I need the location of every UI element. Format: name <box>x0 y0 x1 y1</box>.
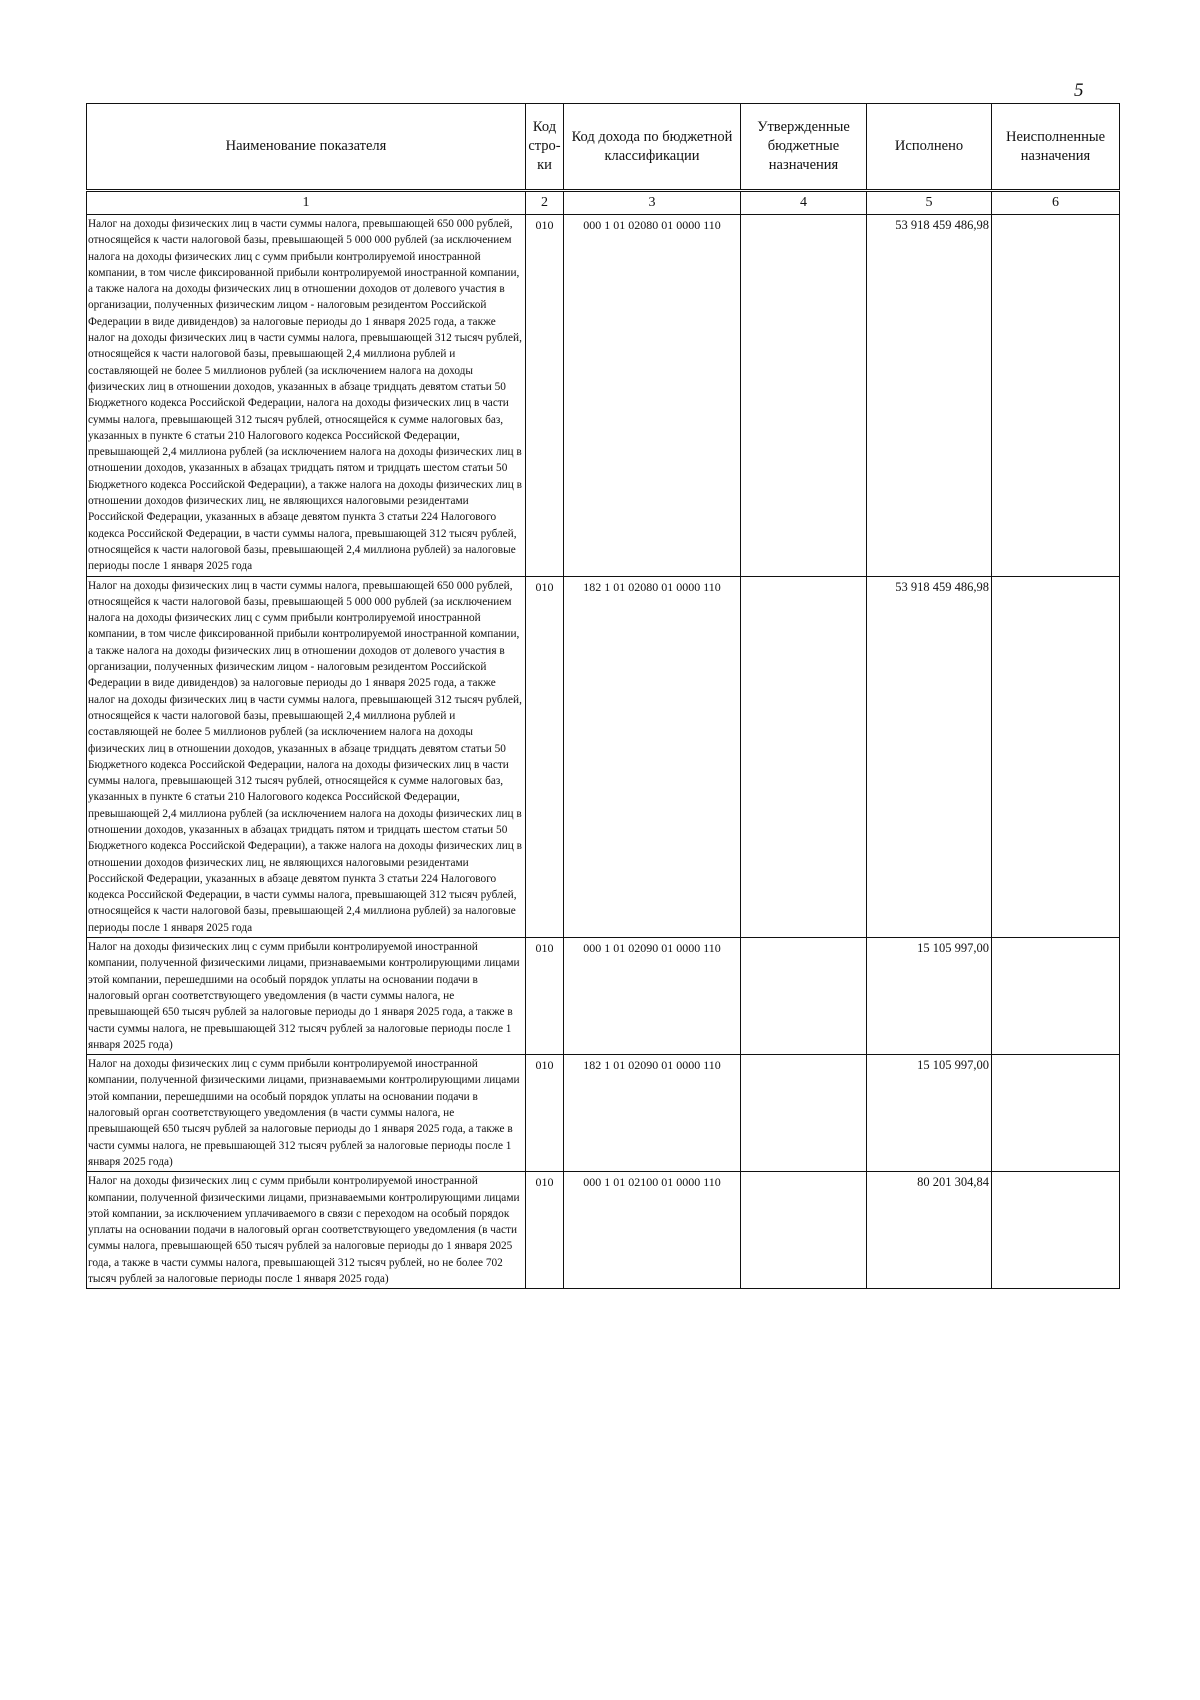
approved-amount <box>741 215 867 577</box>
header-approved: Утвержденные бюджетные назначения <box>741 104 867 191</box>
line-code: 010 <box>526 1055 564 1172</box>
unexecuted-amount <box>992 1172 1120 1289</box>
column-number: 5 <box>867 191 992 215</box>
line-code: 010 <box>526 1172 564 1289</box>
unexecuted-amount <box>992 215 1120 577</box>
executed-amount: 53 918 459 486,98 <box>867 215 992 577</box>
income-code: 000 1 01 02100 01 0000 110 <box>564 1172 741 1289</box>
indicator-name: Налог на доходы физических лиц с сумм прибыли контролируемой иностранной компании, полученной физическими лицами, признаваемыми контролирующими лицами этой компании, перешедшими на особый порядок уплаты на основании подачи в налоговый орган соответствующего уведомления (в части суммы налога, не превышающей 650 тысяч рублей за налоговые периоды до 1 января 2025 года, а также в части суммы налога, не превышающей 312 тысяч рублей за налоговые периоды после 1 января 2025 года) <box>87 938 526 1055</box>
line-code: 010 <box>526 938 564 1055</box>
unexecuted-amount <box>992 938 1120 1055</box>
column-number: 2 <box>526 191 564 215</box>
table-header-row <box>87 104 1120 191</box>
table-row <box>87 938 1120 1055</box>
income-code: 182 1 01 02080 01 0000 110 <box>564 576 741 938</box>
indicator-name: Налог на доходы физических лиц с сумм прибыли контролируемой иностранной компании, полученной физическими лицами, признаваемыми контролирующими лицами этой компании, за исключением уплачиваемого в связи с переходом на особый порядок уплаты на основании подачи в налоговый орган соответствующего уведомления (в части суммы налога, превышающей 650 тысяч рублей за налоговые периоды до 1 января 2025 года, а также в части суммы налога, превышающей 312 тысяч рублей, но не более 702 тысяч рублей за налоговые периоды после 1 января 2025 года) <box>87 1172 526 1289</box>
column-number-row <box>87 191 1120 215</box>
income-code: 182 1 01 02090 01 0000 110 <box>564 1055 741 1172</box>
income-code: 000 1 01 02080 01 0000 110 <box>564 215 741 577</box>
executed-amount: 80 201 304,84 <box>867 1172 992 1289</box>
column-number: 6 <box>992 191 1120 215</box>
executed-amount: 53 918 459 486,98 <box>867 576 992 938</box>
column-number: 1 <box>87 191 526 215</box>
column-number: 3 <box>564 191 741 215</box>
executed-amount: 15 105 997,00 <box>867 1055 992 1172</box>
approved-amount <box>741 576 867 938</box>
header-line-code: Код стро-ки <box>526 104 564 191</box>
approved-amount <box>741 938 867 1055</box>
table-row <box>87 576 1120 938</box>
approved-amount <box>741 1172 867 1289</box>
unexecuted-amount <box>992 576 1120 938</box>
header-executed: Исполнено <box>867 104 992 191</box>
executed-amount: 15 105 997,00 <box>867 938 992 1055</box>
table-row <box>87 1055 1120 1172</box>
indicator-name: Налог на доходы физических лиц с сумм прибыли контролируемой иностранной компании, полученной физическими лицами, признаваемыми контролирующими лицами этой компании, перешедшими на особый порядок уплаты на основании подачи в налоговый орган соответствующего уведомления (в части суммы налога, не превышающей 650 тысяч рублей за налоговые периоды до 1 января 2025 года, а также в части суммы налога, не превышающей 312 тысяч рублей за налоговые периоды после 1 января 2025 года) <box>87 1055 526 1172</box>
header-income-code: Код дохода по бюджетной классификации <box>564 104 741 191</box>
line-code: 010 <box>526 576 564 938</box>
table-row <box>87 1172 1120 1289</box>
budget-execution-table <box>86 103 1120 1289</box>
indicator-name: Налог на доходы физических лиц в части суммы налога, превышающей 650 000 рублей, относящейся к части налоговой базы, превышающей 5 000 000 рублей (за исключением налога на доходы физических лиц с сумм прибыли контролируемой иностранной компании, в том числе фиксированной прибыли контролируемой иностранной компании, а также налога на доходы физических лиц в отношении доходов от долевого участия в организации, полученных физическим лицом - налоговым резидентом Российской Федерации в виде дивидендов) за налоговые периоды до 1 января 2025 года, а также налог на доходы физических лиц в части суммы налога, превышающей 312 тысяч рублей, относящейся к части налоговой базы, превышающей 2,4 миллиона рублей и составляющей не более 5 миллионов рублей (за исключением налога на доходы физических лиц в отношении доходов, указанных в абзаце тридцать девятом статьи 50 Бюджетного кодекса Российской Федерации, налога на доходы физических лиц в части суммы налога, превышающей 312 тысяч рублей, относящейся к сумме налоговых баз, указанных в пункте 6 статьи 210 Налогового кодекса Российской Федерации, превышающей 2,4 миллиона рублей (за исключением налога на доходы физических лиц в отношении доходов, указанных в абзацах тридцать пятом и тридцать шестом статьи 50 Бюджетного кодекса Российской Федерации), а также налога на доходы физических лиц в отношении доходов физических лиц, не являющихся налоговыми резидентами Российской Федерации, указанных в абзаце девятом пункта 3 статьи 224 Налогового кодекса Российской Федерации, в части суммы налога, превышающей 312 тысяч рублей, относящейся к части налоговой базы, превышающей 2,4 миллиона рублей) за налоговые периоды после 1 января 2025 года <box>87 215 526 577</box>
approved-amount <box>741 1055 867 1172</box>
header-indicator-name: Наименование показателя <box>87 104 526 191</box>
header-unexecuted: Неисполненные назначения <box>992 104 1120 191</box>
unexecuted-amount <box>992 1055 1120 1172</box>
indicator-name: Налог на доходы физических лиц в части суммы налога, превышающей 650 000 рублей, относящейся к части налоговой базы, превышающей 5 000 000 рублей (за исключением налога на доходы физических лиц с сумм прибыли контролируемой иностранной компании, в том числе фиксированной прибыли контролируемой иностранной компании, а также налога на доходы физических лиц в отношении доходов от долевого участия в организации, полученных физическим лицом - налоговым резидентом Российской Федерации в виде дивидендов) за налоговые периоды до 1 января 2025 года, а также налог на доходы физических лиц в части суммы налога, превышающей 312 тысяч рублей, относящейся к части налоговой базы, превышающей 2,4 миллиона рублей и составляющей не более 5 миллионов рублей (за исключением налога на доходы физических лиц в отношении доходов, указанных в абзаце тридцать девятом статьи 50 Бюджетного кодекса Российской Федерации, налога на доходы физических лиц в части суммы налога, превышающей 312 тысяч рублей, относящейся к сумме налоговых баз, указанных в пункте 6 статьи 210 Налогового кодекса Российской Федерации, превышающей 2,4 миллиона рублей (за исключением налога на доходы физических лиц в отношении доходов, указанных в абзацах тридцать пятом и тридцать шестом статьи 50 Бюджетного кодекса Российской Федерации), а также налога на доходы физических лиц в отношении доходов физических лиц, не являющихся налоговыми резидентами Российской Федерации, указанных в абзаце девятом пункта 3 статьи 224 Налогового кодекса Российской Федерации, в части суммы налога, превышающей 312 тысяч рублей, относящейся к части налоговой базы, превышающей 2,4 миллиона рублей) за налоговые периоды после 1 января 2025 года <box>87 576 526 938</box>
column-number: 4 <box>741 191 867 215</box>
line-code: 010 <box>526 215 564 577</box>
page-number: 5 <box>1074 80 1084 101</box>
income-code: 000 1 01 02090 01 0000 110 <box>564 938 741 1055</box>
table-row <box>87 215 1120 577</box>
